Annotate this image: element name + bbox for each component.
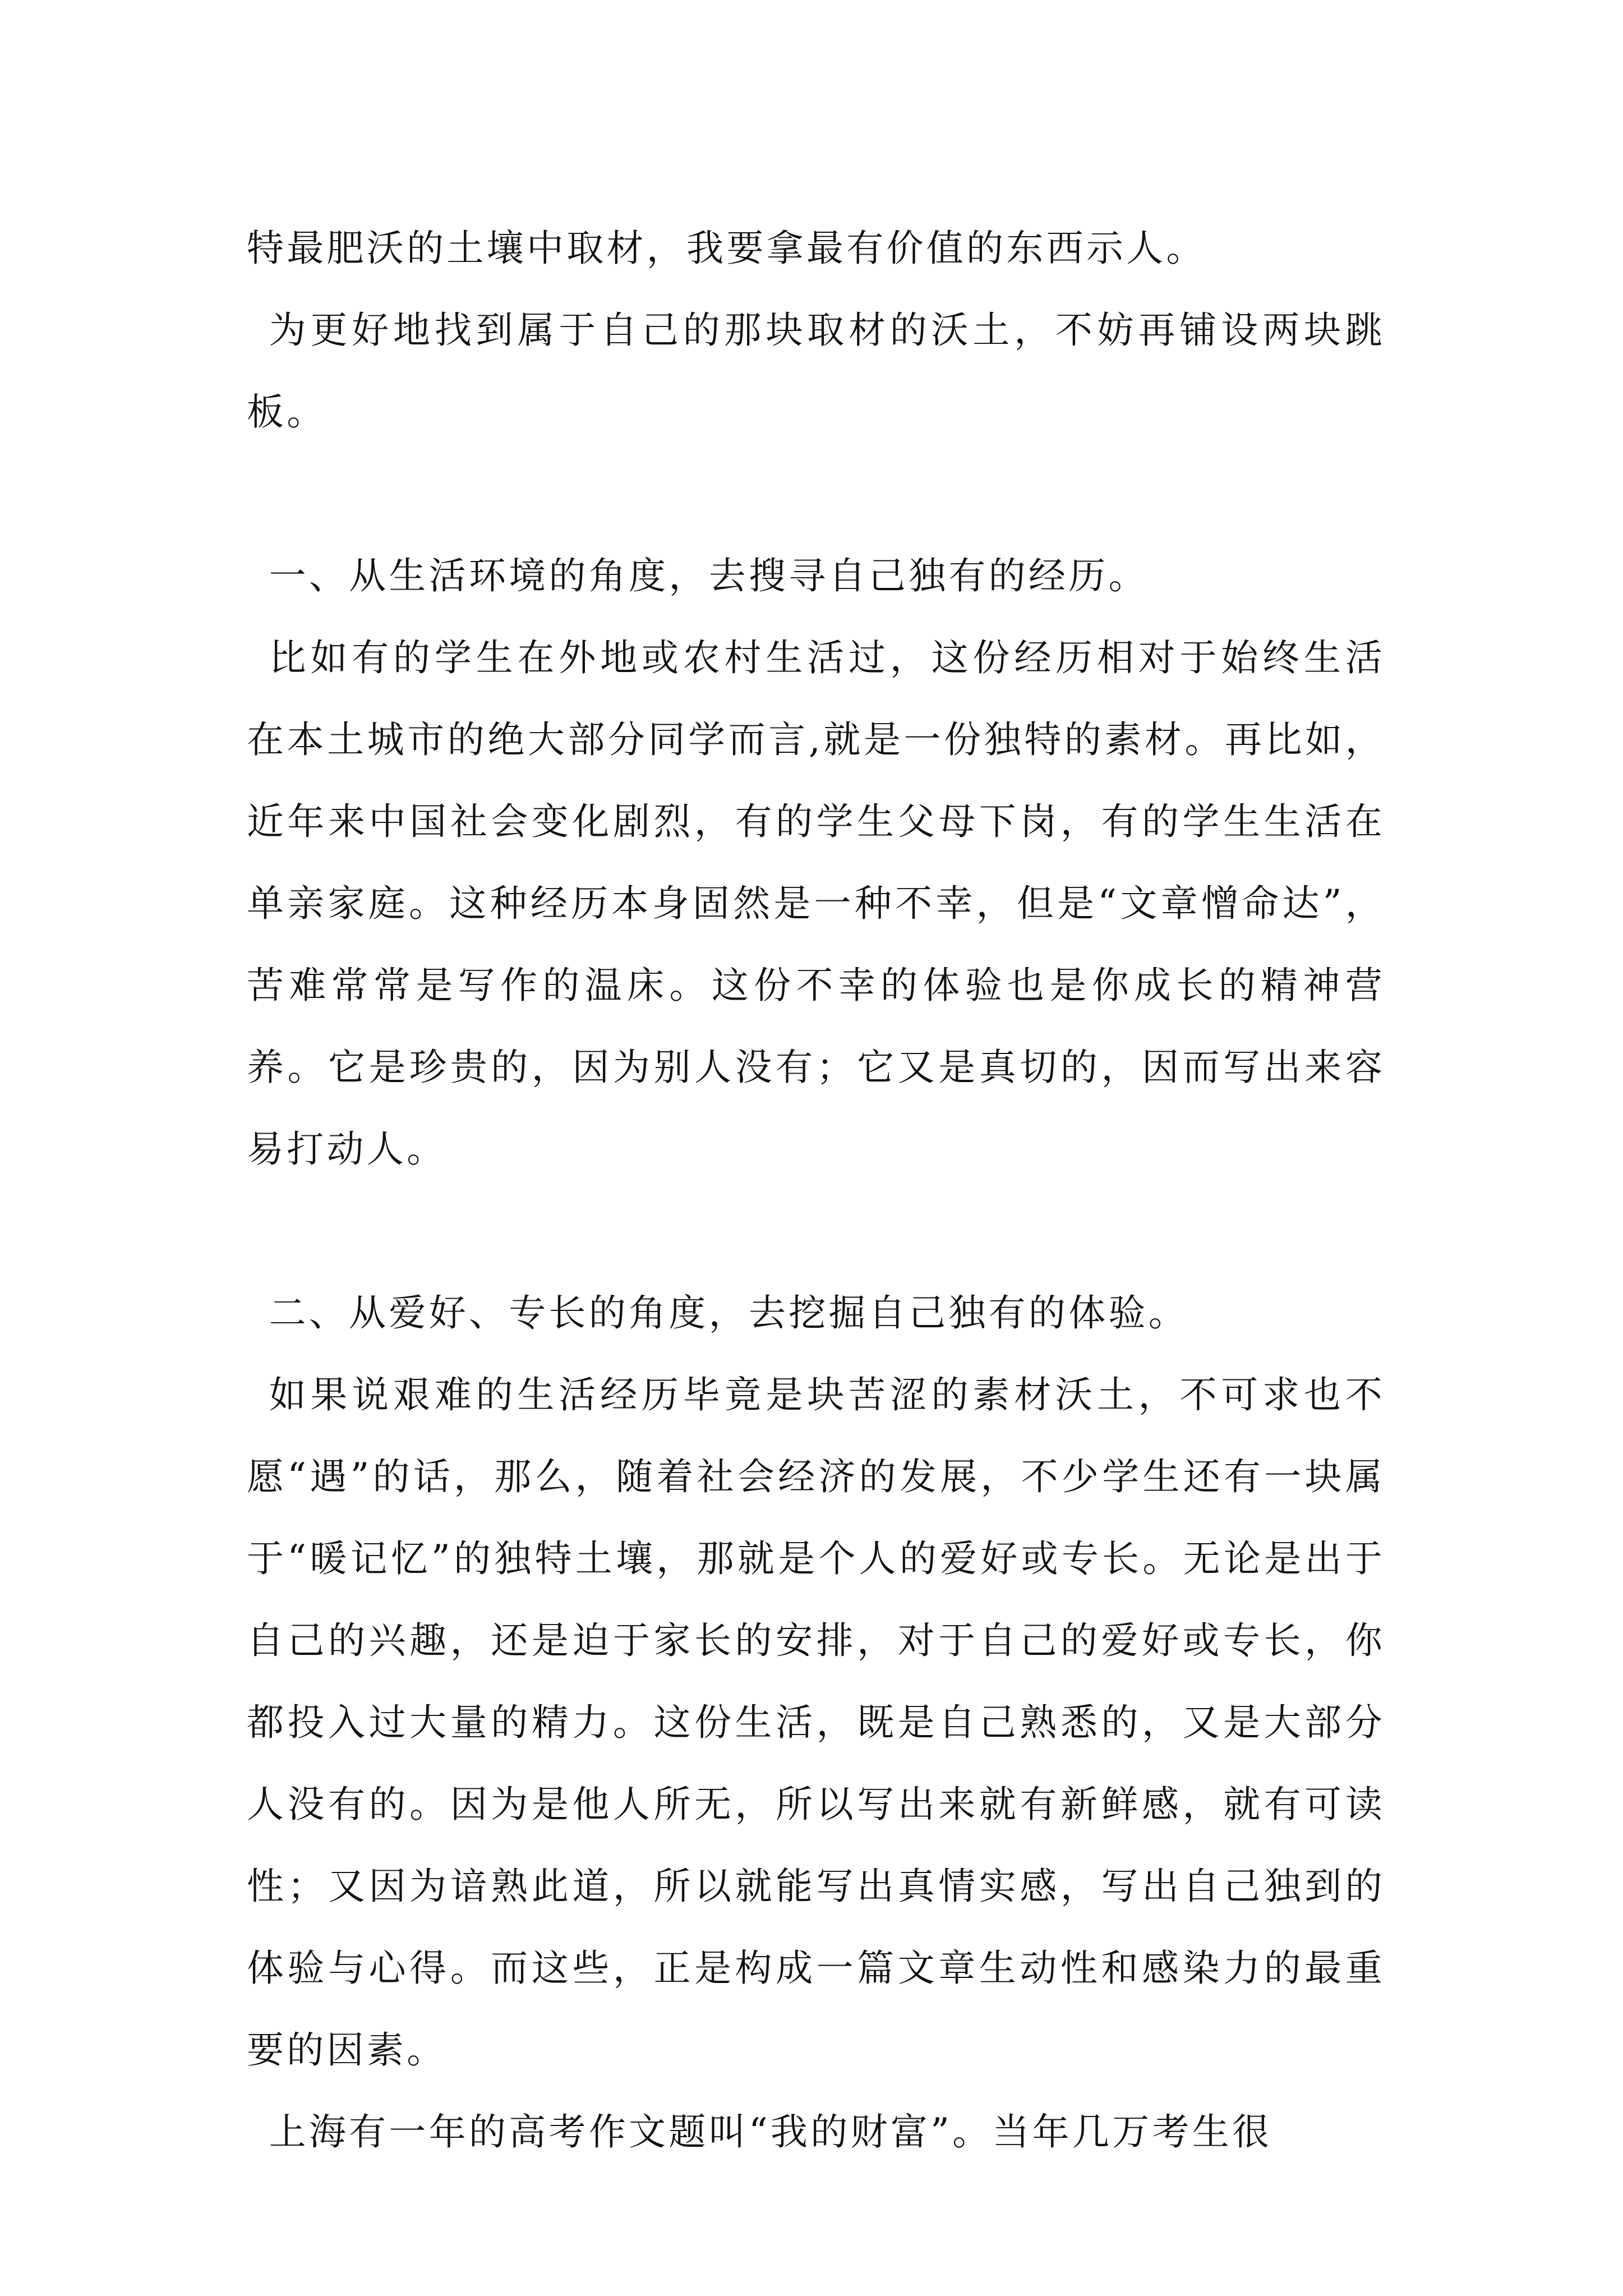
section-heading-1: 一、从生活环境的角度，去搜寻自己独有的经历。: [269, 554, 1149, 597]
paragraph-section-2: 如果说艰难的生活经历毕竟是块苦涩的素材沃土，不可求也不愿“遇”的话，那么，随着社会经济的发展，不少学生还有一块属于“暖记忆”的独特土壤，那就是个人的爱好或专长。无论是出于自己的兴趣，还是迫于家长的安排，对于自己的爱好或专长，你都投入过大量的精力。这份生活，既是自己熟悉的，又是大部分人没有的。因为是他人所无，所以写出来就有新鲜感，就有可读性；又因为谙熟此道，所以就能写出真情实感，写出自己独到的体验与心得。而这些，正是构成一篇文章生动性和感染力的最重要的因素。: [247, 1373, 1385, 2072]
paragraph-intro: 为更好地找到属于自己的那块取材的沃土，不妨再铺设两块跳板。: [247, 309, 1385, 434]
paragraph-example: 上海有一年的高考作文题叫“我的财富”。当年几万考生很: [269, 2110, 1272, 2154]
section-heading-2: 二、从爱好、专长的角度，去挖掘自己独有的体验。: [269, 1291, 1189, 1335]
paragraph-section-1: 比如有的学生在外地或农村生活过，这份经历相对于始终生活在本土城市的绝大部分同学而言,就是一份独特的素材。再比如，近年来中国社会变化剧烈，有的学生父母下岗，有的学生生活在单亲家庭。这种经历本身固然是一种不幸，但是“文章憎命达”，苦难常常是写作的温床。这份不幸的体验也是你成长的精神营养。它是珍贵的，因为别人没有；它又是真切的，因而写出来容易打动人。: [247, 636, 1385, 1171]
paragraph-continuation: 特最肥沃的土壤中取材，我要拿最有价值的东西示人。: [247, 227, 1206, 270]
document-body: [247, 208, 1385, 2173]
